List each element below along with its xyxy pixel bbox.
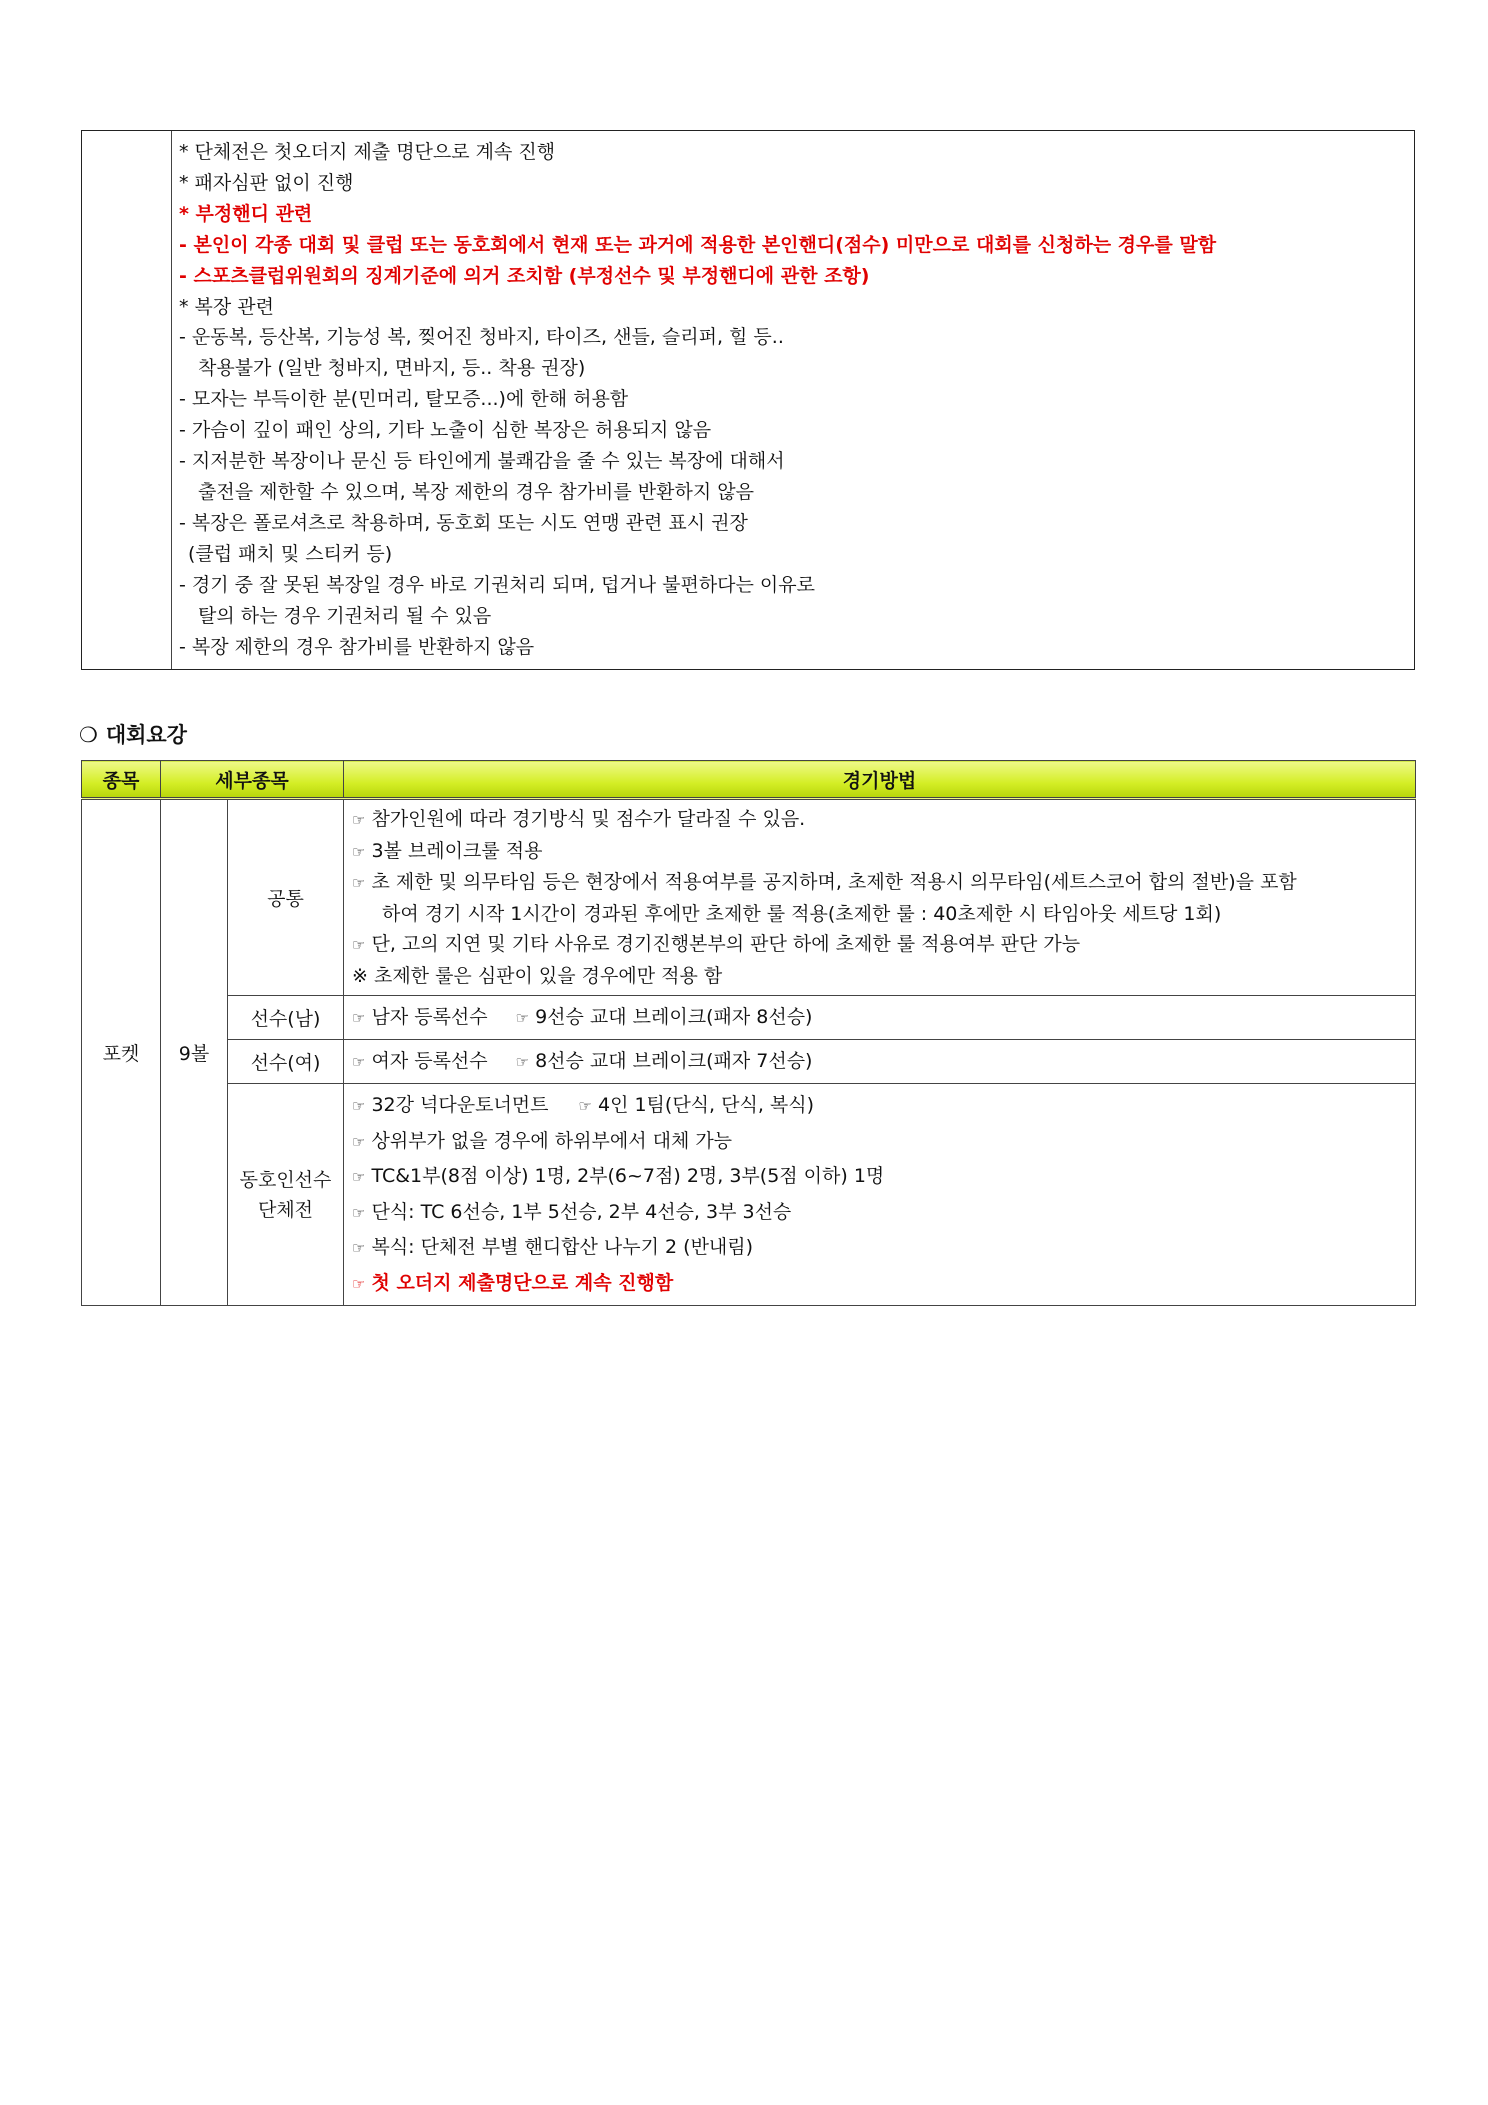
method-line-text: 단, 고의 지연 및 기타 사유로 경기진행본부의 판단 하에 초제한 룰 적용여부 판단 가능 xyxy=(371,933,1081,955)
rules-line: - 경기 중 잘 못된 복장일 경우 바로 기권처리 되며, 덥거나 불편하다는 이유로 xyxy=(179,573,815,596)
rules-line: - 복장 제한의 경우 참가비를 반환하지 않음 xyxy=(179,635,535,658)
pointing-hand-icon: ☞ xyxy=(352,1168,366,1186)
team-line1-part1: 32강 넉다운토너먼트 xyxy=(371,1094,549,1116)
pointing-hand-icon: ☞ xyxy=(352,811,366,829)
team-method-line xyxy=(352,1124,1407,1160)
method-common xyxy=(344,799,1416,996)
rules-content xyxy=(179,137,1408,662)
method-line xyxy=(352,929,1407,961)
category-male: 선수(남) xyxy=(228,996,344,1040)
rules-line: * 패자심판 없이 진행 xyxy=(179,171,354,194)
rules-line: * 단체전은 첫오더지 제출 명단으로 계속 진행 xyxy=(179,141,556,163)
male-part2: 9선승 교대 브레이크(패자 8선승) xyxy=(535,1005,813,1028)
pointing-hand-icon: ☞ xyxy=(352,1274,366,1293)
pointing-hand-icon: ☞ xyxy=(352,1052,366,1071)
table-row-female xyxy=(82,1040,1416,1084)
rules-line: * 복장 관련 xyxy=(179,295,274,318)
pointing-hand-icon: ☞ xyxy=(352,874,366,892)
rules-line: 탈의 하는 경우 기권처리 될 수 있음 xyxy=(198,604,492,627)
team-method-line-text: 상위부가 없을 경우에 하위부에서 대체 가능 xyxy=(371,1129,733,1152)
team-method-line xyxy=(352,1159,1407,1195)
rules-line: - 본인이 각종 대회 및 클럽 또는 동호회에서 현재 또는 과거에 적용한 본인핸디(점수) 미만으로 대회를 신청하는 경우를 말함 xyxy=(179,233,1217,256)
competition-table xyxy=(81,760,1416,1306)
pointing-hand-icon: ☞ xyxy=(352,842,366,861)
female-part2: 8선승 교대 브레이크(패자 7선승) xyxy=(535,1049,813,1072)
header-method: 경기방법 xyxy=(344,761,1416,799)
team-method-line-text: TC&1부(8점 이상) 1명, 2부(6~7점) 2명, 3부(5점 이하) 1명 xyxy=(371,1165,885,1187)
category-female: 선수(여) xyxy=(228,1040,344,1084)
female-part1: 여자 등록선수 xyxy=(371,1049,488,1072)
rules-line: 착용불가 (일반 청바지, 면바지, 등.. 착용 권장) xyxy=(198,357,586,380)
circle-bullet-icon: ❍ xyxy=(79,723,98,747)
category-team-line1: 동호인선수 xyxy=(239,1168,332,1191)
method-line-text: 초 제한 및 의무타임 등은 현장에서 적용여부를 공지하며, 초제한 적용시 의무타임(세트스코어 합의 절반)을 포함 xyxy=(371,871,1297,893)
rules-line: - 모자는 부득이한 분(민머리, 탈모증...)에 한해 허용함 xyxy=(179,388,629,411)
pointing-hand-icon: ☞ xyxy=(515,1008,530,1027)
rules-line: - 복장은 폴로셔츠로 착용하며, 동호회 또는 시도 연맹 관련 표시 권장 xyxy=(179,511,748,534)
section-title-text: 대회요강 xyxy=(105,723,187,747)
rules-line: - 지저분한 복장이나 문신 등 타인에게 불쾌감을 줄 수 있는 복장에 대해서 xyxy=(179,450,785,473)
table-row-common xyxy=(82,799,1416,996)
pointing-hand-icon: ☞ xyxy=(578,1097,592,1115)
category-common: 공통 xyxy=(228,799,344,996)
team-red-line: 첫 오더지 제출명단으로 계속 진행함 xyxy=(371,1271,674,1294)
sub-event-cell: 9볼 xyxy=(161,799,228,1306)
method-team xyxy=(344,1084,1416,1306)
pointing-hand-icon: ☞ xyxy=(515,1052,530,1071)
method-line-text: 3볼 브레이크룰 적용 xyxy=(371,839,543,862)
pointing-hand-icon: ☞ xyxy=(352,936,366,954)
rules-line: - 운동복, 등산복, 기능성 복, 찢어진 청바지, 타이즈, 샌들, 슬리퍼, 힐 등.. xyxy=(179,326,784,349)
team-method-line xyxy=(352,1230,1407,1266)
header-sub-event: 세부종목 xyxy=(161,761,344,799)
team-method-line-text: 복식: 단체전 부별 핸디합산 나누기 2 (반내림) xyxy=(371,1236,754,1258)
category-team-line2: 단체전 xyxy=(257,1198,314,1221)
rules-box xyxy=(81,130,1415,670)
table-row-male xyxy=(82,996,1416,1040)
table-row-team xyxy=(82,1084,1416,1306)
method-line xyxy=(352,961,1407,992)
team-lines xyxy=(352,1124,1407,1266)
method-line-text: 참가인원에 따라 경기방식 및 점수가 달라질 수 있음. xyxy=(371,808,806,830)
method-line-text: ※ 초제한 룰은 심판이 있을 경우에만 적용 함 xyxy=(352,964,723,987)
method-female xyxy=(344,1040,1416,1084)
method-line xyxy=(352,836,1407,868)
pointing-hand-icon: ☞ xyxy=(352,1239,366,1257)
team-method-line-text: 단식: TC 6선승, 1부 5선승, 2부 4선승, 3부 3선승 xyxy=(371,1200,792,1223)
pointing-hand-icon: ☞ xyxy=(352,1008,366,1027)
team-method-line xyxy=(352,1195,1407,1231)
section-title xyxy=(79,719,187,749)
table-header-row xyxy=(82,761,1416,799)
team-line1-part2: 4인 1팀(단식, 단식, 복식) xyxy=(597,1094,815,1116)
category-team xyxy=(228,1084,344,1306)
pointing-hand-icon: ☞ xyxy=(352,1097,366,1115)
header-event: 종목 xyxy=(82,761,161,799)
rules-line: (클럽 패치 및 스티커 등) xyxy=(188,542,393,565)
rules-line: - 가슴이 깊이 패인 상의, 기타 노출이 심한 복장은 허용되지 않음 xyxy=(179,419,712,442)
pointing-hand-icon: ☞ xyxy=(352,1132,366,1151)
event-cell: 포켓 xyxy=(82,799,161,1306)
male-part1: 남자 등록선수 xyxy=(371,1005,488,1028)
rules-box-empty-column xyxy=(82,131,172,669)
pointing-hand-icon: ☞ xyxy=(352,1203,366,1222)
method-male xyxy=(344,996,1416,1040)
rules-line: - 스포츠클럽위원회의 징계기준에 의거 조치함 (부정선수 및 부정핸디에 관한 조항) xyxy=(179,264,870,287)
rules-line: 출전을 제한할 수 있으며, 복장 제한의 경우 참가비를 반환하지 않음 xyxy=(198,480,754,503)
rules-line: * 부정핸디 관련 xyxy=(179,202,313,225)
method-line xyxy=(352,899,1407,930)
method-line xyxy=(352,867,1407,899)
method-line-text: 하여 경기 시작 1시간이 경과된 후에만 초제한 룰 적용(초제한 룰 : 40초제한 시 타임아웃 세트당 1회) xyxy=(382,902,1222,925)
method-line xyxy=(352,804,1407,836)
